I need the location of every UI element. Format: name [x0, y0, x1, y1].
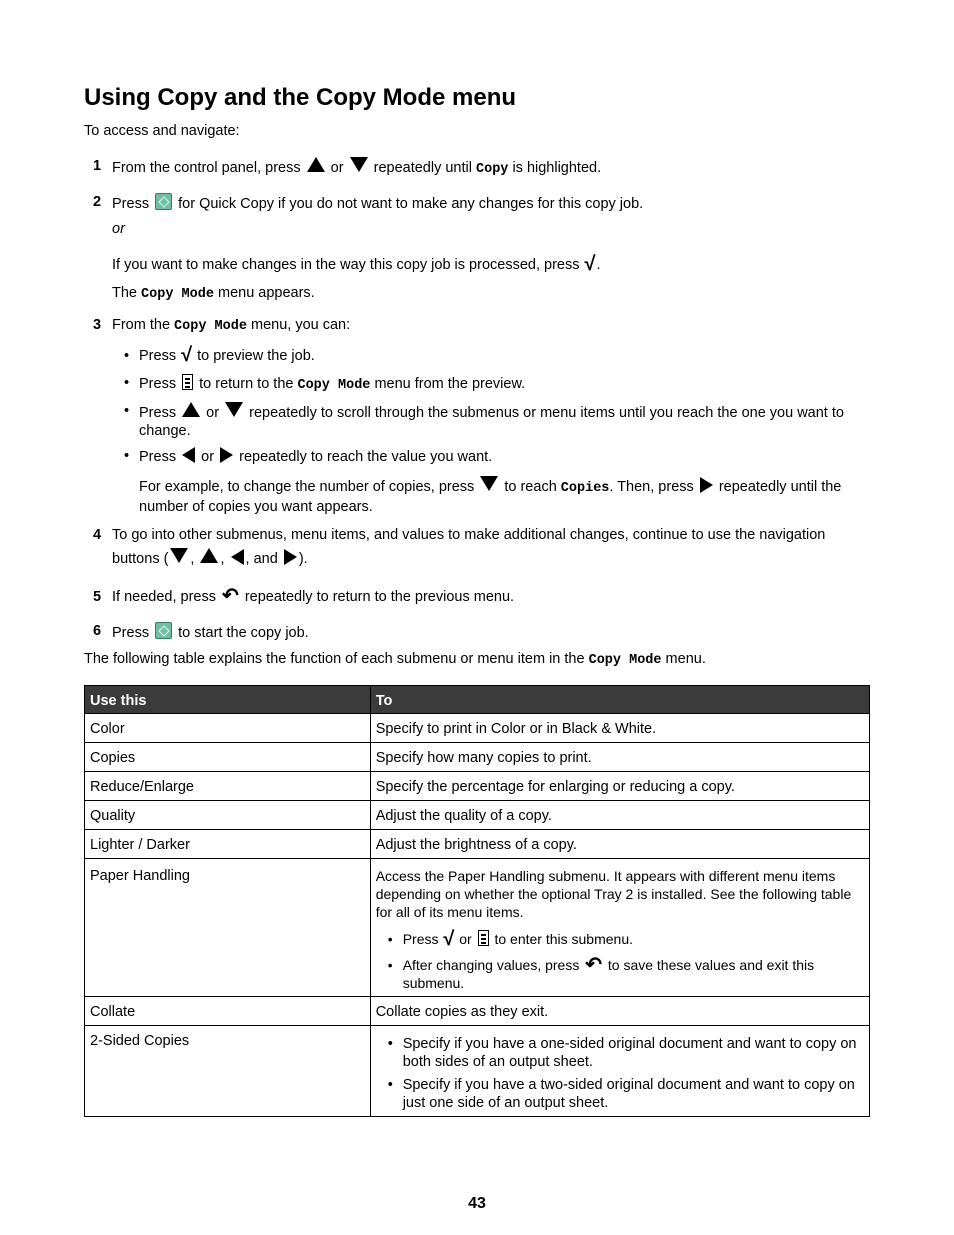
step-number: 5: [93, 589, 102, 605]
cell-use: Reduce/Enlarge: [85, 772, 371, 801]
down-arrow-icon: [170, 548, 188, 563]
cell-use: Paper Handling: [85, 859, 371, 997]
down-arrow-icon: [480, 476, 498, 491]
step-3-bullet-2: Press to return to the Copy Mode menu from the preview.: [139, 376, 526, 393]
copy-mode-table: [84, 685, 870, 1117]
right-arrow-icon: [284, 549, 297, 565]
paper-handling-bullet-2: • After changing values, press ↶ to save these values and exit this submenu.: [376, 956, 864, 992]
menu-icon: [182, 374, 193, 390]
paper-handling-bullet-1: • Press √ or to enter this submenu.: [376, 930, 864, 948]
cell-use: Color: [85, 714, 371, 743]
step-4-text: To go into other submenus, menu items, and values to make additional changes, continue to use the navigation buttons ( , , , and ).: [112, 527, 826, 567]
table-header-row: [85, 686, 870, 714]
cell-to: Access the Paper Handling submenu. It appears with different menu items depending on whether the optional Tray 2 is installed. See the following table for all of its menu items. • Press √ or to enter this submenu. • After changing values, press ↶ to save these values and exit this submenu.: [370, 859, 869, 997]
step-2-alt-text: If you want to make changes in the way this copy job is processed, press √.: [112, 253, 601, 275]
bullet-dot: •: [124, 348, 130, 364]
cell-use: Quality: [85, 801, 371, 830]
up-arrow-icon: [182, 402, 200, 417]
menu-icon: [478, 930, 489, 946]
table-row: [85, 859, 870, 997]
step-3-bullet-1: Press √ to preview the job.: [139, 344, 315, 366]
bullet-dot: •: [124, 403, 130, 419]
page-title: Using Copy and the Copy Mode menu: [84, 84, 517, 111]
left-arrow-icon: [231, 549, 244, 565]
column-header: To: [370, 686, 869, 714]
step-6-text: Press to start the copy job.: [112, 622, 309, 642]
step-3-text: From the Copy Mode menu, you can:: [112, 317, 351, 334]
step-2-text: Press for Quick Copy if you do not want to make any changes for this copy job.: [112, 193, 643, 213]
start-icon: [155, 193, 172, 210]
step-3-example: For example, to change the number of copies, press to reach Copies. Then, press repeatedly until the number of copies you want appears.: [139, 476, 874, 516]
table-row: [85, 830, 870, 859]
bullet-dot: •: [124, 448, 130, 464]
step-number: 1: [93, 158, 102, 174]
cell-to: Adjust the quality of a copy.: [370, 801, 869, 830]
check-icon: √: [584, 253, 596, 275]
cell-to: Specify to print in Color or in Black & White.: [370, 714, 869, 743]
cell-use: Collate: [85, 997, 371, 1026]
back-icon: ↶: [585, 954, 602, 976]
cell-to: Collate copies as they exit.: [370, 997, 869, 1026]
table-row: [85, 997, 870, 1026]
cell-use: 2-Sided Copies: [85, 1026, 371, 1117]
intro-text: To access and navigate:: [84, 123, 240, 139]
step-2-result: The Copy Mode menu appears.: [112, 285, 315, 302]
right-arrow-icon: [220, 447, 233, 463]
cell-to: [370, 1026, 869, 1117]
step-number: 2: [93, 194, 102, 210]
table-row: [85, 772, 870, 801]
cell-to: Specify the percentage for enlarging or reducing a copy.: [370, 772, 869, 801]
step-3-bullet-4: Press or repeatedly to reach the value you want.: [139, 449, 493, 465]
cell-to: Adjust the brightness of a copy.: [370, 830, 869, 859]
up-arrow-icon: [200, 548, 218, 563]
cell-to: Specify how many copies to print.: [370, 743, 869, 772]
step-3-bullet-3: Press or repeatedly to scroll through the submenus or menu items until you reach the one you want to change.: [139, 402, 874, 440]
down-arrow-icon: [350, 157, 368, 172]
cell-use: Copies: [85, 743, 371, 772]
table-row: [85, 1026, 870, 1117]
down-arrow-icon: [225, 402, 243, 417]
step-number: 4: [93, 527, 102, 543]
step-number: 6: [93, 623, 102, 639]
cell-use: Lighter / Darker: [85, 830, 371, 859]
table-intro: The following table explains the function of each submenu or menu item in the Copy Mode menu.: [84, 651, 706, 668]
check-icon: √: [181, 344, 193, 366]
two-sided-bullet-1: • Specify if you have a one-sided original document and want to copy on both sides of an output sheet.: [376, 1035, 864, 1071]
back-icon: ↶: [222, 585, 239, 607]
table-row: [85, 801, 870, 830]
right-arrow-icon: [700, 477, 713, 493]
two-sided-bullet-2: • Specify if you have a two-sided original document and want to copy on just one side of an output sheet.: [376, 1076, 864, 1112]
step-number: 3: [93, 317, 102, 333]
start-icon: [155, 622, 172, 639]
table-row: [85, 714, 870, 743]
step-5-text: If needed, press ↶ repeatedly to return to the previous menu.: [112, 585, 515, 607]
check-icon: √: [443, 928, 455, 950]
code-copy: Copy: [476, 162, 509, 177]
or-label: or: [112, 221, 125, 237]
column-header: Use this: [85, 686, 371, 714]
table-row: [85, 743, 870, 772]
step-1-text: From the control panel, press or repeatedly until Copy is highlighted.: [112, 157, 601, 179]
bullet-dot: •: [124, 375, 130, 391]
page-number: 43: [468, 1195, 486, 1212]
left-arrow-icon: [182, 447, 195, 463]
up-arrow-icon: [307, 157, 325, 172]
